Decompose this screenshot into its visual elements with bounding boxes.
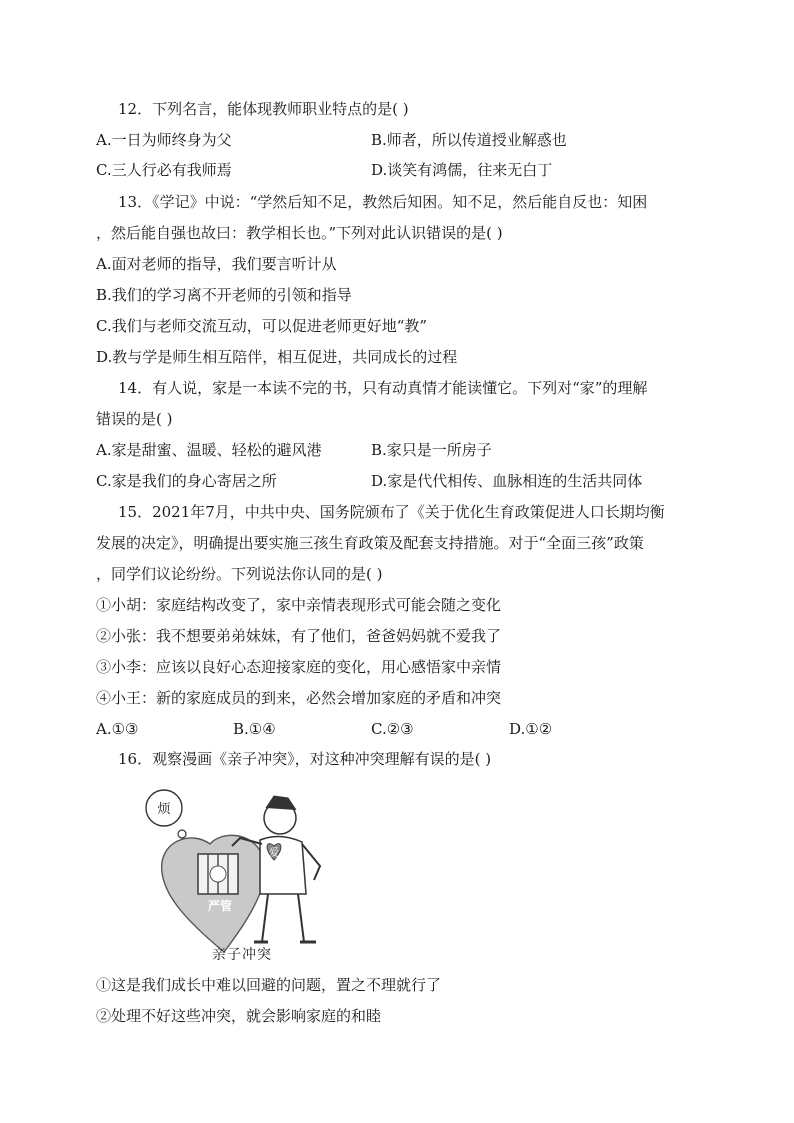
q12-option-d: D.谈笑有鸿儒，往来无白丁: [371, 161, 553, 179]
question-13-stem-line1: 13．《学记》中说：“学然后知不足，教然后知困。知不足，然后能自反也：知困: [118, 193, 648, 211]
question-15-stem-line2: 发展的决定》，明确提出要实施三孩生育政策及配套支持措施。对于“全面三孩”政策: [96, 534, 644, 552]
q13-option-b: B.我们的学习离不开老师的引领和指导: [96, 286, 352, 304]
thought-bubble-dot: [178, 830, 186, 838]
q12-option-c: C.三人行必有我师焉: [96, 161, 232, 179]
q14-option-b: B.家只是一所房子: [371, 441, 492, 459]
q12-option-b: B.师者，所以传道授业解惑也: [371, 131, 567, 149]
q13-option-a: A.面对老师的指导，我们要言听计从: [96, 255, 337, 273]
q14-option-a: A.家是甜蜜、温暖、轻松的避风港: [96, 441, 322, 459]
heart-sign-text: 严管: [207, 899, 233, 913]
q15-option-a: A.①③: [96, 720, 139, 738]
cartoon-parent-child-conflict: [128, 782, 360, 960]
q15-statement-3: ③小李：应该以良好心态迎接家庭的变化，用心感悟家中亲情: [96, 658, 502, 676]
question-14-stem-line2: 错误的是( ): [96, 410, 173, 428]
q15-statement-1: ①小胡：家庭结构改变了，家中亲情表现形式可能会随之变化: [96, 596, 502, 614]
q14-option-d: D.家是代代相传、血脉相连的生活共同体: [371, 472, 643, 490]
question-13-stem-line2: ，然后能自强也故曰：教学相长也。”下列对此认识错误的是( ): [96, 224, 503, 242]
cartoon-caption: 亲子冲突: [212, 947, 272, 963]
bubble-text: 烦: [157, 802, 171, 817]
q15-option-c: C.②③: [371, 720, 414, 738]
q16-statement-1: ①这是我们成长中难以回避的问题，置之不理就行了: [96, 976, 442, 994]
question-12-stem: 12．下列名言，能体现教师职业特点的是( ): [118, 100, 409, 118]
q13-option-d: D.教与学是师生相互陪伴，相互促进，共同成长的过程: [96, 348, 458, 366]
chest-heart-text: 爱: [269, 848, 279, 859]
question-16-stem: 16．观察漫画《亲子冲突》，对这种冲突理解有误的是( ): [118, 750, 492, 768]
parent-legs: [262, 894, 304, 942]
q15-option-b: B.①④: [233, 720, 276, 738]
q15-statement-2: ②小张：我不想要弟弟妹妹，有了他们，爸爸妈妈就不爱我了: [96, 627, 502, 645]
question-14-stem-line1: 14．有人说，家是一本读不完的书，只有动真情才能读懂它。下列对“家”的理解: [118, 379, 648, 397]
child-face: [210, 866, 226, 882]
question-15-stem-line3: ，同学们议论纷纷。下列说法你认同的是( ): [96, 565, 383, 583]
q13-option-c: C.我们与老师交流互动，可以促进老师更好地“教”: [96, 317, 428, 335]
q15-option-d: D.①②: [509, 720, 553, 738]
question-15-stem-line1: 15．2021年7月，中共中央、国务院颁布了《关于优化生育政策促进人口长期均衡: [118, 503, 665, 521]
q16-statement-2: ②处理不好这些冲突，就会影响家庭的和睦: [96, 1007, 382, 1025]
q15-statement-4: ④小王：新的家庭成员的到来，必然会增加家庭的矛盾和冲突: [96, 689, 502, 707]
q12-option-a: A.一日为师终身为父: [96, 131, 232, 149]
q14-option-c: C.家是我们的身心寄居之所: [96, 472, 277, 490]
